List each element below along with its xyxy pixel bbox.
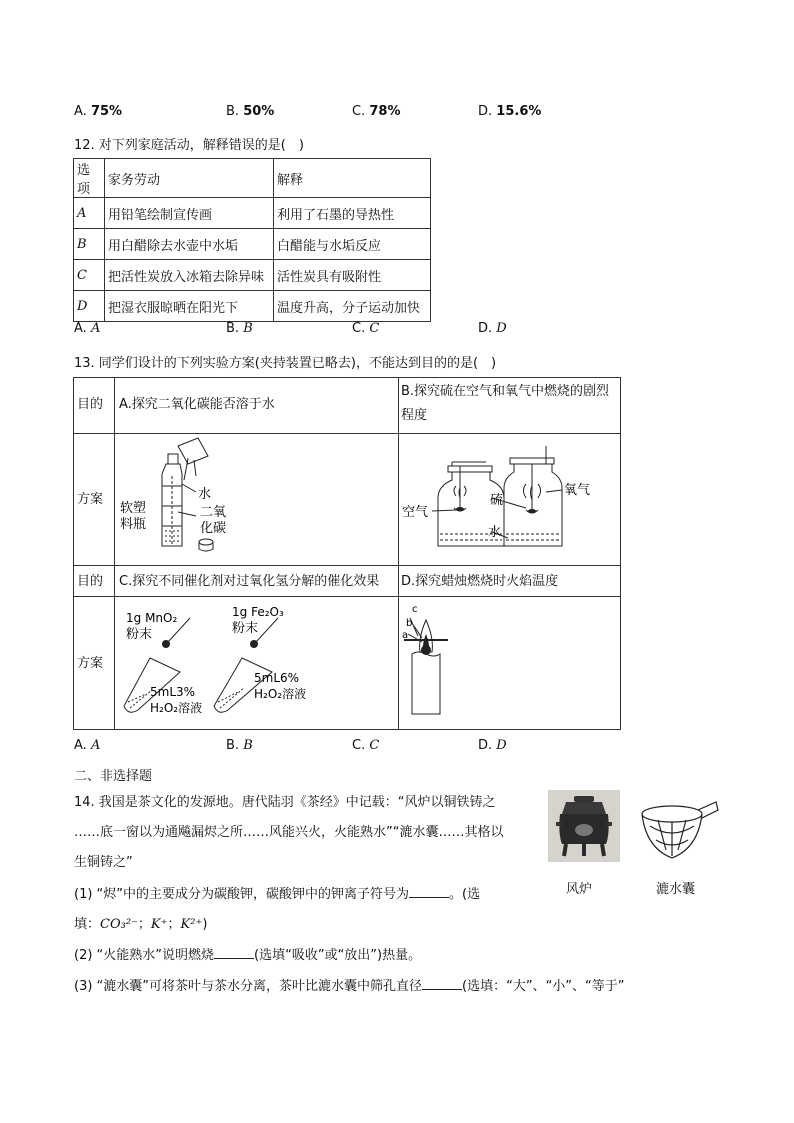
label-water: 水 — [198, 487, 212, 502]
option-letter: C. — [352, 104, 366, 119]
q14-sub1 — [74, 883, 480, 902]
q14-line3: 生铜铸之” — [74, 855, 133, 870]
table-header-row — [74, 159, 431, 198]
label-co2-line1: 二氧 — [200, 505, 227, 520]
label-solution-1: H₂O₂溶液 — [150, 701, 203, 715]
label-bottle-line1: 软塑 — [120, 501, 147, 516]
option-value: A — [90, 321, 101, 336]
candle-body — [412, 652, 440, 714]
row-option: D — [74, 291, 105, 322]
option-value: D — [496, 321, 507, 336]
figure-c-catalyst-tubes — [116, 598, 396, 728]
goal-label: 目的 — [77, 574, 104, 589]
option-value: D — [496, 738, 507, 753]
figure-a-co2-bottle — [116, 436, 266, 564]
label-co2-line2: 化碳 — [200, 521, 227, 536]
q14-line2: ……底一窗以为通飚漏烬之所……风能兴火，火能熟水”“漉水囊……其格以 — [74, 825, 504, 840]
label-air: 空气 — [402, 505, 429, 520]
q13-option-b[interactable] — [226, 738, 253, 753]
q14-sub1-text: (1) “烬”中的主要成分为碳酸钾，碳酸钾中的钾离子符号为 — [74, 887, 410, 902]
label-sulfur: 硫 — [490, 493, 504, 508]
header-cell: 解释 — [274, 159, 431, 198]
q13-option-c[interactable] — [352, 738, 379, 753]
choice-k-2plus: K²⁺ — [180, 917, 203, 932]
option-value: 78% — [369, 104, 401, 119]
q14-sub3 — [74, 975, 625, 994]
label-powder-2: 粉末 — [232, 621, 259, 636]
q13-stem: 13. 同学们设计的下列实验方案(夹持装置已略去)，不能达到目的的是( ) — [74, 356, 497, 371]
row-reason: 温度升高，分子运动加快 — [274, 291, 431, 322]
label-solution-2: H₂O₂溶液 — [254, 687, 307, 701]
label-powder-1: 粉末 — [126, 627, 153, 642]
label-bottle-line2: 料瓶 — [120, 517, 147, 532]
option-letter: D. — [478, 738, 493, 753]
row-reason: 活性炭具有吸附性 — [274, 260, 431, 291]
stove-image — [548, 790, 620, 862]
q11-option-b[interactable] — [226, 104, 274, 119]
option-value: 50% — [243, 104, 275, 119]
answer-blank[interactable] — [409, 886, 449, 898]
q14-sub3-text-end: (选填：“大”、“小”、“等于” — [462, 979, 625, 994]
q14-sub1-text-end: 。(选 — [449, 887, 481, 902]
option-value: B — [243, 321, 253, 336]
option-letter: B. — [226, 321, 240, 336]
q12-stem: 12. 对下列家庭活动，解释错误的是( ) — [74, 138, 304, 153]
goal-label: 目的 — [77, 397, 104, 412]
q14-sub2-text: (2) “火能熟水”说明燃烧 — [74, 948, 215, 963]
q12-option-a[interactable] — [74, 321, 100, 336]
answer-blank[interactable] — [422, 978, 462, 990]
row-task: 用白醋除去水壶中水垢 — [105, 229, 274, 260]
row-task: 把活性炭放入冰箱去除异味 — [105, 260, 274, 291]
choice-k-plus: K⁺ — [150, 917, 168, 932]
row-option: B — [74, 229, 105, 260]
figure-b-sulfur-jars — [400, 436, 618, 564]
option-value: 15.6% — [496, 104, 542, 119]
option-value: B — [243, 738, 253, 753]
option-letter: D. — [478, 321, 493, 336]
goal-b: B.探究硫在空气和氧气中燃烧的剧烈程度 — [401, 384, 610, 423]
choices-prefix: 填： — [74, 917, 101, 932]
flame-core — [421, 645, 431, 655]
goal-c: C.探究不同催化剂对过氧化氢分解的催化效果 — [119, 574, 380, 589]
label-solution-2-volume: 5mL6% — [254, 671, 300, 685]
goal-a: A.探究二氧化碳能否溶于水 — [119, 397, 275, 412]
q11-option-c[interactable] — [352, 104, 400, 119]
q13-option-d[interactable] — [478, 738, 507, 753]
q11-option-a[interactable] — [74, 104, 122, 119]
label-water: 水 — [488, 525, 502, 540]
q12-option-c[interactable] — [352, 321, 379, 336]
table-row — [74, 260, 431, 291]
table-row — [74, 291, 431, 322]
row-task: 把湿衣服晾晒在阳光下 — [105, 291, 274, 322]
strainer-image — [636, 800, 722, 864]
option-letter: A. — [74, 104, 87, 119]
label-a: a — [402, 630, 409, 641]
option-value: A — [90, 738, 101, 753]
label-oxygen: 氧气 — [564, 483, 591, 498]
label-solution-1-volume: 5mL3% — [150, 685, 196, 699]
plan-label: 方案 — [77, 656, 104, 671]
row-option: A — [74, 198, 105, 229]
test-tube-2 — [214, 658, 272, 712]
q14-sub3-text: (3) “漉水囊”可将茶叶与茶水分离，茶叶比漉水囊中筛孔直径 — [74, 979, 423, 994]
choices-end: ) — [202, 917, 208, 932]
option-letter: A. — [74, 321, 87, 336]
row-task: 用铅笔绘制宣传画 — [105, 198, 274, 229]
q14-sub2-text-end: (选填“吸收”或“放出”)热量。 — [254, 948, 422, 963]
option-letter: D. — [478, 104, 493, 119]
q14-line1: 14. 我国是茶文化的发源地。唐代陆羽《茶经》中记载：“风炉以铜铁铸之 — [74, 795, 496, 810]
q12-table — [73, 158, 431, 322]
q14-sub2 — [74, 944, 421, 963]
q14-sub1-choices: 填：CO₃²⁻；K⁺；K²⁺) — [74, 917, 208, 932]
strainer-caption: 漉水囊 — [656, 882, 696, 897]
label-c: c — [412, 604, 418, 615]
water-line — [194, 460, 196, 476]
section-heading: 二、非选择题 — [74, 769, 153, 784]
q11-option-d[interactable] — [478, 104, 541, 119]
q12-option-b[interactable] — [226, 321, 253, 336]
table-row — [74, 229, 431, 260]
goal-d: D.探究蜡烛燃烧时火焰温度 — [401, 574, 559, 589]
label-fe2o3: 1g Fe₂O₃ — [232, 605, 284, 619]
option-letter: B. — [226, 104, 240, 119]
choice-carbonate: CO₃²⁻ — [100, 917, 138, 932]
header-cell: 家务劳动 — [105, 159, 274, 198]
plan-label: 方案 — [77, 492, 104, 507]
option-value: 75% — [90, 104, 123, 119]
q12-option-d[interactable] — [478, 321, 507, 336]
option-letter: A. — [74, 738, 87, 753]
option-value: C — [369, 321, 380, 336]
row-reason: 利用了石墨的导热性 — [274, 198, 431, 229]
label-mno2: 1g MnO₂ — [126, 611, 178, 625]
option-letter: B. — [226, 738, 240, 753]
option-letter: C. — [352, 321, 366, 336]
option-value: C — [369, 738, 380, 753]
option-letter: C. — [352, 738, 366, 753]
stove-caption: 风炉 — [566, 882, 593, 897]
q13-option-a[interactable] — [74, 738, 100, 753]
answer-blank[interactable] — [214, 947, 254, 959]
beaker-shape — [178, 438, 208, 464]
row-reason: 白醋能与水垢反应 — [274, 229, 431, 260]
header-cell: 选项 — [74, 159, 105, 198]
figure-d-candle — [400, 598, 480, 728]
table-row — [74, 198, 431, 229]
label-b: b — [406, 618, 413, 629]
row-option: C — [74, 260, 105, 291]
